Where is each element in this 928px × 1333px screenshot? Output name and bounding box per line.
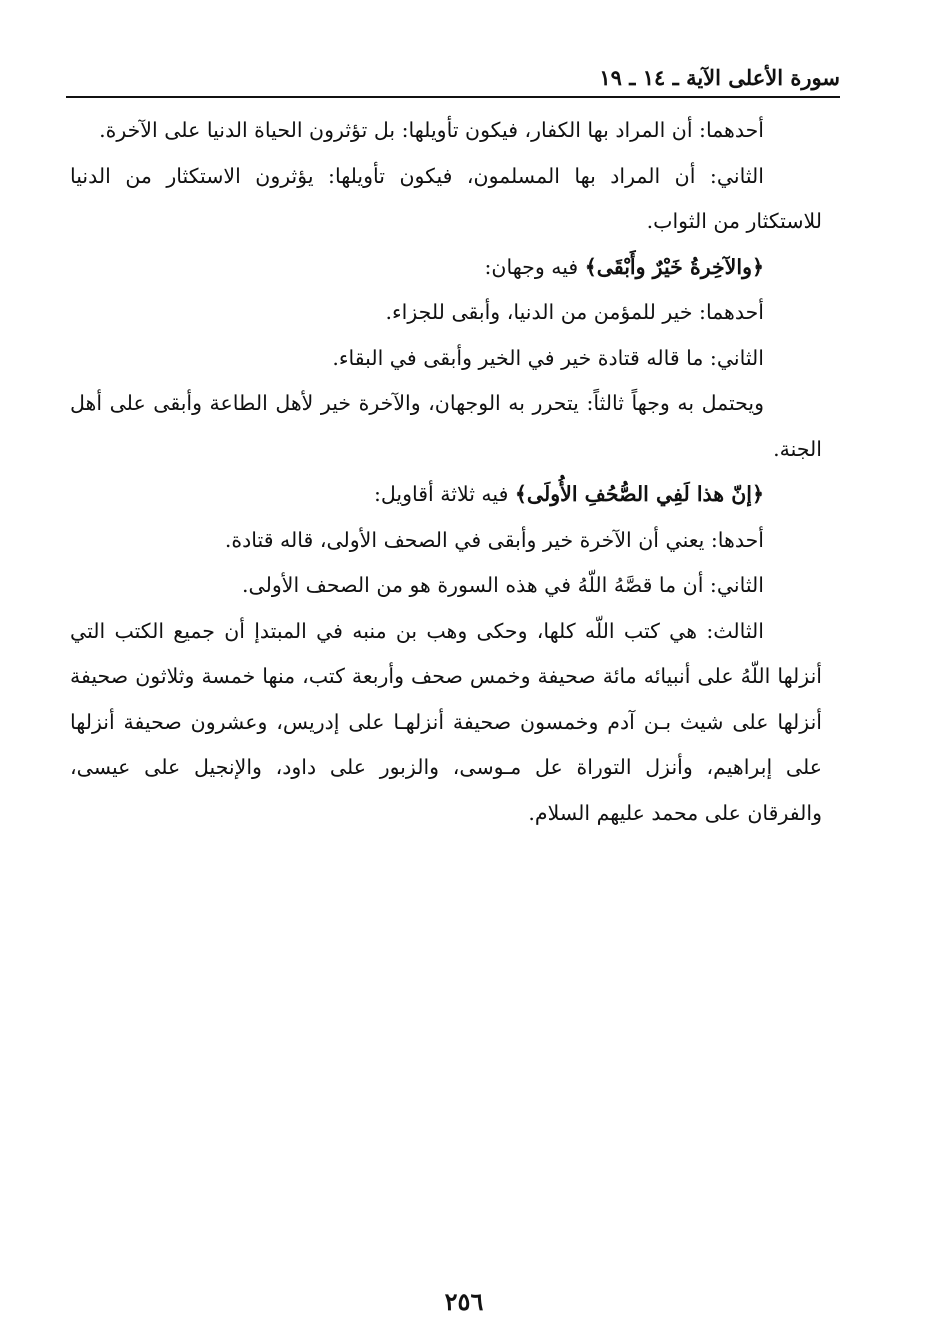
- paragraph-text: فيه وجهان:: [484, 254, 585, 279]
- quran-verse: ﴿إنّ هذا لَفِي الصُّحُفِ الأُولَى﴾: [514, 482, 764, 506]
- paragraph: [70, 563, 822, 609]
- paragraph-text: أحدهما: خير للمؤمن من الدنيا، وأبقى للجزاء.: [385, 300, 764, 324]
- paragraph-text: أحدهما: أن المراد بها الكفار، فيكون تأويلها: بل تؤثرون الحياة الدنيا على الآخرة.: [99, 118, 764, 142]
- paragraph: [70, 472, 822, 518]
- paragraph: [70, 108, 822, 154]
- body-text: [70, 108, 822, 836]
- paragraph: [70, 154, 822, 245]
- quran-verse: ﴿والآخِرةُ خَيْرٌ وأَبْقَى﴾: [584, 254, 764, 279]
- page-number: ٢٥٦: [444, 1287, 484, 1316]
- paragraph: [70, 336, 822, 382]
- paragraph: [70, 518, 822, 564]
- paragraph: [70, 245, 822, 291]
- paragraph-text: الثالث: هي كتب اللّه كلها، وحكى وهب بن منبه في المبتدإ أن جميع الكتب التي أنزلها اللّهُ على أنبيائه مائة صحيفة وخمس صحف وأربعة كتب، منها خمسة وثلاثون صحيفة أنزلها على شيث بـن آدم وخمسون صحيفة أنزلهـا على إدريس، وعشرون صحيفة أنزلها على إبراهيم، وأنزل التوراة عل مـوسى، والزبور على داود، والإنجيل على عيسى، والفرقان على محمد عليهم السلام.: [70, 618, 822, 825]
- paragraph-text: أحدها: يعني أن الآخرة خير وأبقى في الصحف الأولى، قاله قتادة.: [224, 527, 764, 552]
- header-rule: [66, 96, 840, 98]
- paragraph-text: الثاني: أن ما قصَّهُ اللّهُ في هذه السورة هو من الصحف الأولى.: [242, 573, 764, 597]
- paragraph-text: ويحتمل به وجهاً ثالثاً: يتحرر به الوجهان، والآخرة خير لأهل الطاعة وأبقى على أهل الجنة.: [70, 391, 822, 461]
- paragraph: [70, 290, 822, 336]
- paragraph: [70, 381, 822, 472]
- paragraph: [70, 609, 822, 837]
- paragraph-text: الثاني: أن المراد بها المسلمون، فيكون تأويلها: يؤثرون الاستكثار من الدنيا للاستكثار من الثواب.: [70, 163, 822, 233]
- paragraph-text: الثاني: ما قاله قتادة خير في الخير وأبقى في البقاء.: [332, 345, 764, 370]
- paragraph-text: فيه ثلاثة أقاويل:: [373, 482, 515, 506]
- running-header: سورة الأعلى الآية ـ ١٤ ـ ١٩: [599, 65, 840, 90]
